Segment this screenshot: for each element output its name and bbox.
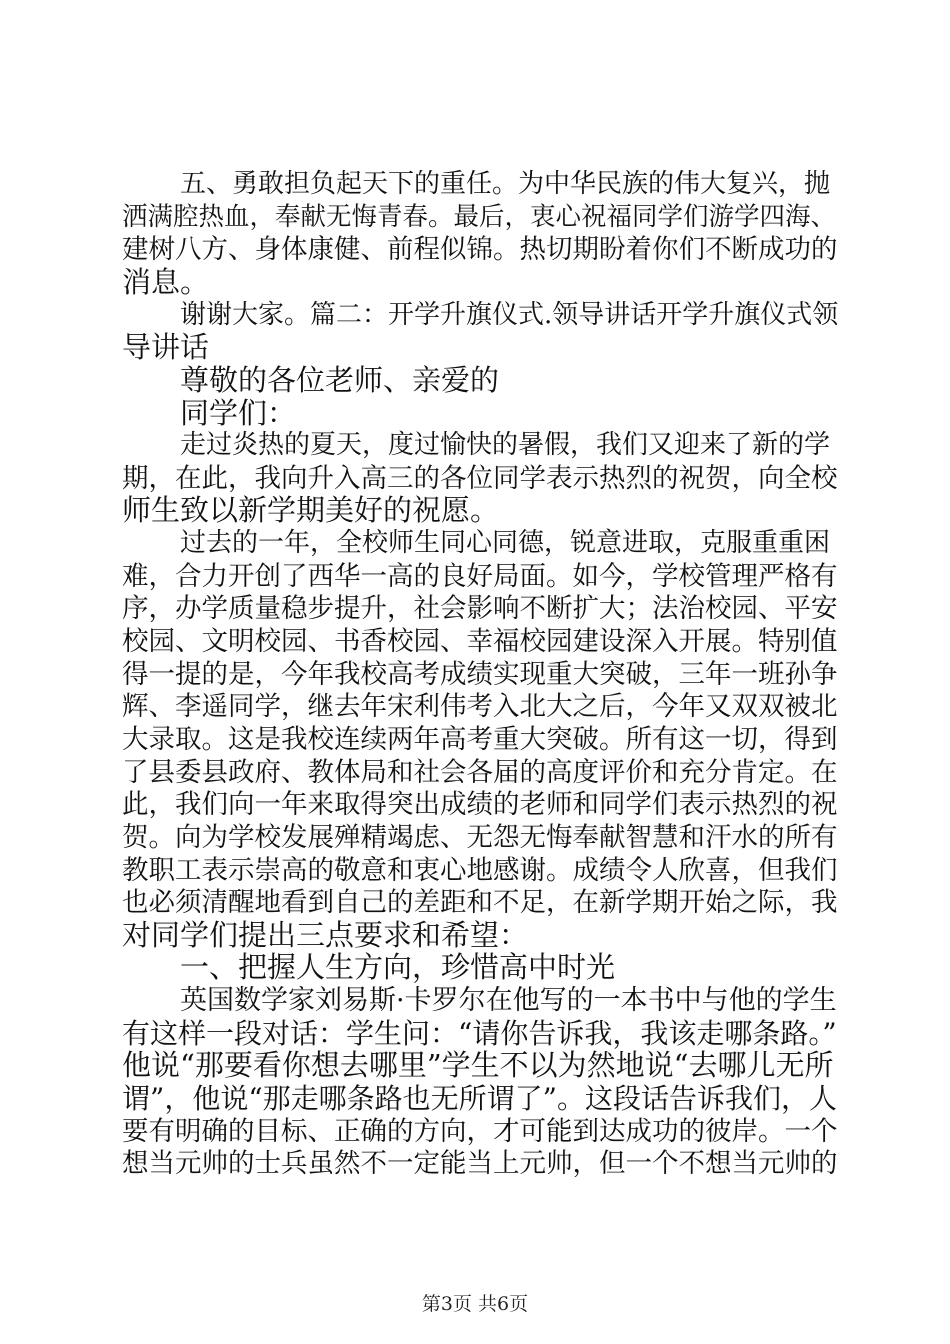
text-line: 尊敬的各位老师、亲爱的 — [180, 363, 500, 397]
text-line: 辉、李遥同学，继去年宋利伟考入北大之后，今年又双双被北 — [122, 691, 838, 722]
text-line: 期，在此，我向升入高三的各位同学表示热烈的祝贺，向全校 — [122, 463, 838, 494]
text-line: 洒满腔热血，奉献无悔青春。最后，衷心祝福同学们游学四海、 — [122, 202, 837, 232]
text-line: 了县委县政府、教体局和社会各届的高度评价和充分肯定。在 — [122, 757, 838, 788]
text-line: 也必须清醒地看到自己的差距和不足，在新学期开始之际，我 — [122, 887, 838, 918]
text-line: 消息。 — [122, 265, 210, 299]
text-line: 得一提的是，今年我校高考成绩实现重大突破，三年一班孙争 — [122, 659, 838, 690]
text-line: 想当元帅的士兵虽然不一定能当上元帅，但一个不想当元帅的 — [122, 1148, 838, 1179]
page-footer: 第3页 共6页 — [421, 1293, 529, 1315]
text-line: 走过炎热的夏天，度过愉快的暑假，我们又迎来了新的学 — [180, 430, 831, 460]
text-line: 序，办学质量稳步提升，社会影响不断扩大；法治校园、平安 — [122, 593, 838, 624]
text-line: 贺。向为学校发展殚精竭虑、无怨无悔奉献智慧和汗水的所有 — [122, 822, 838, 853]
text-line: 对同学们提出三点要求和希望： — [122, 918, 529, 952]
text-line: 大录取。这是我校连续两年高考重大突破。所有这一切，得到 — [122, 724, 838, 755]
text-line: 要有明确的目标、正确的方向，才可能到达成功的彼岸。一个 — [122, 1116, 838, 1147]
text-line: 导讲话 — [122, 330, 210, 364]
text-line: 谢谢大家。篇二：开学升旗仪式.领导讲话开学升旗仪式领 — [180, 300, 839, 330]
text-line: 建树八方、身体康健、前程似锦。热切期盼着你们不断成功的 — [122, 234, 838, 265]
text-line: 同学们： — [180, 396, 297, 430]
text-line: 他说“那要看你想去哪里”学生不以为然地说“去哪儿无所 — [122, 1048, 834, 1082]
text-line: 英国数学家刘易斯·卡罗尔在他写的一本书中与他的学生 — [180, 985, 837, 1016]
text-line: 此，我们向一年来取得突出成绩的老师和同学们表示热烈的祝 — [122, 789, 838, 820]
section-heading: 一、把握人生方向，珍惜高中时光 — [180, 950, 616, 984]
text-line: 教职工表示崇高的敬意和衷心地感谢。成绩令人欣喜，但我们 — [122, 855, 838, 886]
text-line: 难，合力开创了西华一高的良好局面。如今，学校管理严格有 — [122, 561, 838, 592]
text-line: 有这样一段对话：学生问：“请你告诉我，我该走哪条路。” — [122, 1017, 837, 1050]
text-line: 校园、文明校园、书香校园、幸福校园建设深入开展。特别值 — [122, 626, 838, 657]
text-line: 师生致以新学期美好的祝愿。 — [122, 493, 500, 527]
text-line: 谓”，他说“那走哪条路也无所谓了”。这段话告诉我们，人 — [122, 1082, 837, 1115]
text-line: 五、勇敢担负起天下的重任。为中华民族的伟大复兴，抛 — [180, 169, 831, 199]
text-line: 过去的一年，全校师生同心同德，锐意进取，克服重重困 — [180, 528, 831, 558]
